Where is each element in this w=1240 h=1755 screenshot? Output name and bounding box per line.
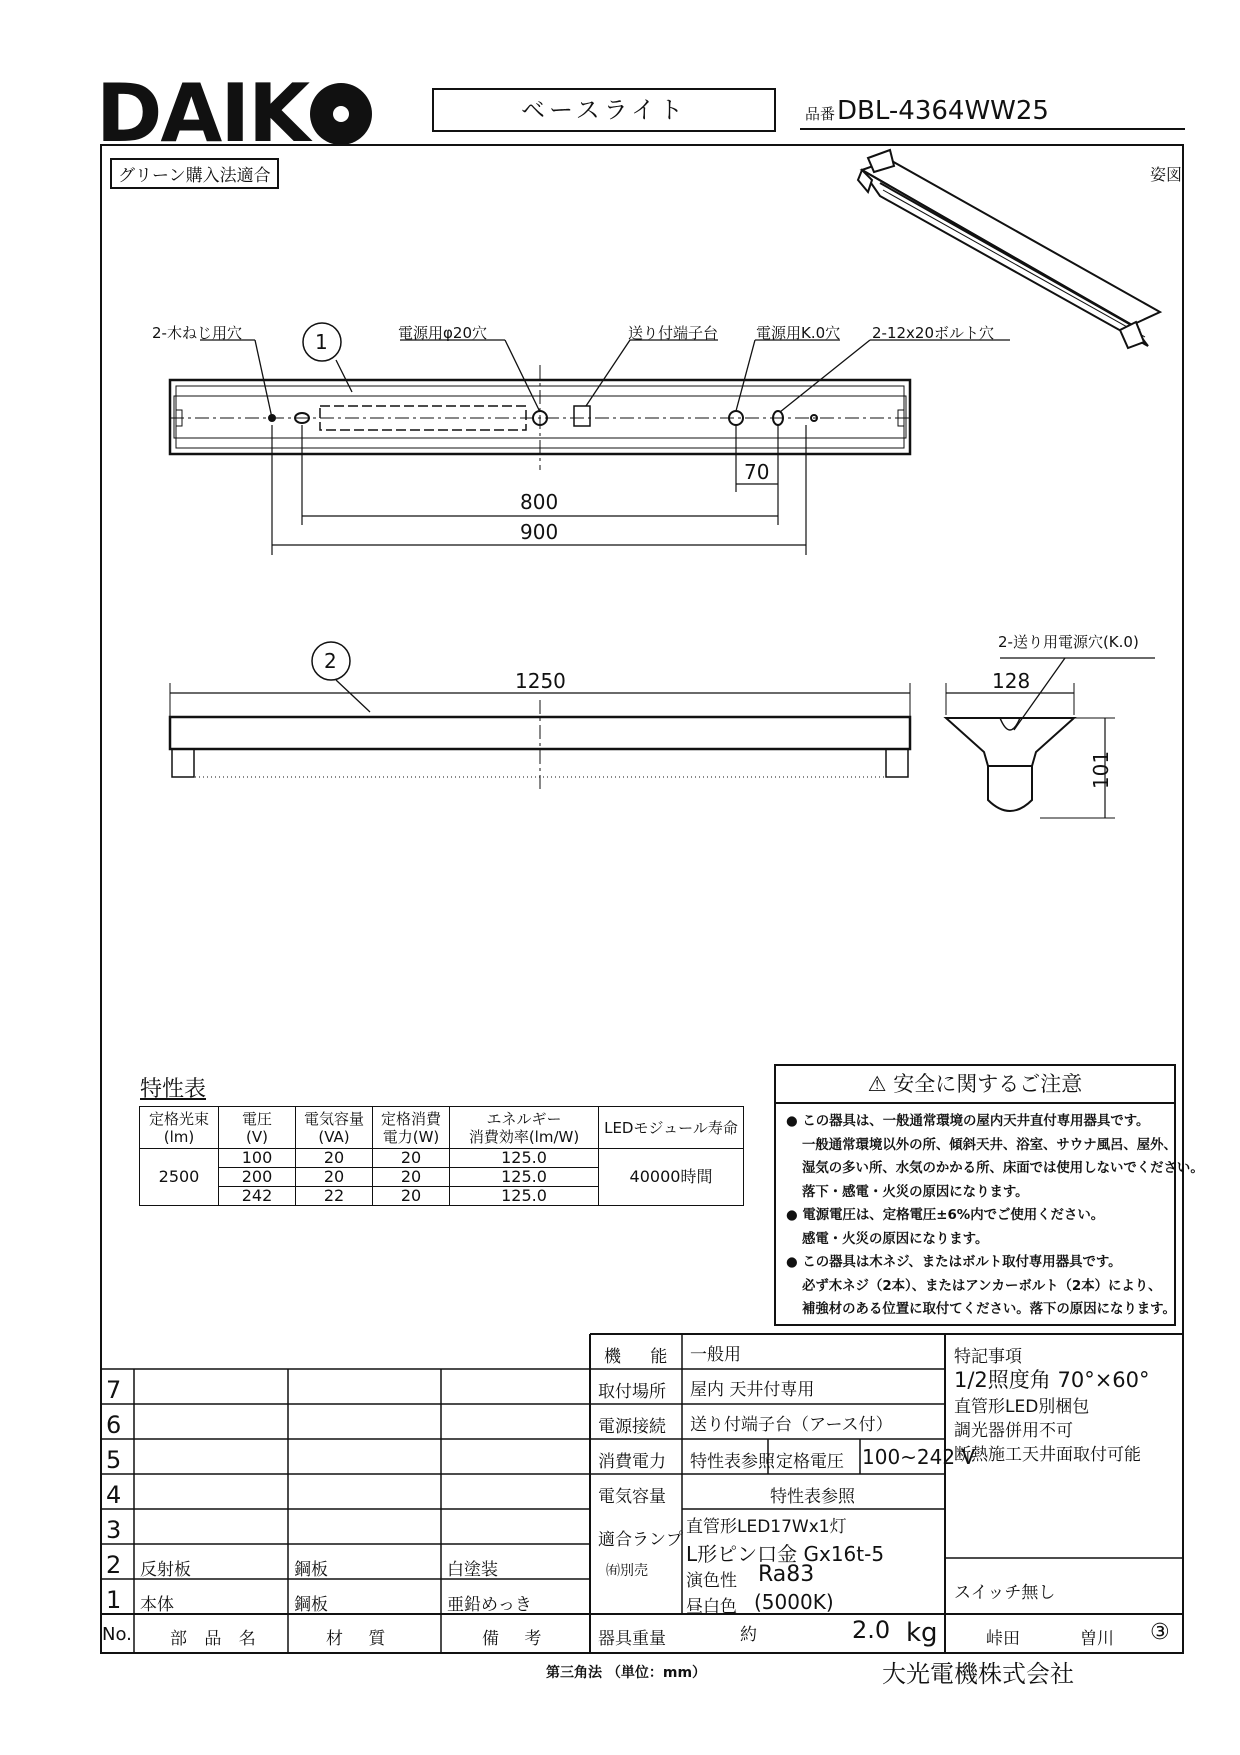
parts-no: 4	[106, 1481, 122, 1509]
spec-header-va: 電気容量 (VA)	[296, 1107, 373, 1149]
weight-value: 2.0	[852, 1616, 891, 1644]
notes-line: 直管形LED別梱包	[954, 1397, 1090, 1417]
signature-1: 峠田	[986, 1629, 1020, 1649]
label-k0-hole: 電源用K.0穴	[756, 324, 841, 342]
notes-title: 特記事項	[954, 1347, 1022, 1367]
parts-head-no: No.	[102, 1624, 132, 1645]
dim-1250: 1250	[515, 669, 566, 693]
power-value: 特性表参照	[690, 1452, 775, 1472]
parts-no: 1	[106, 1586, 122, 1614]
green-purchase-badge: グリーン購入法適合	[110, 158, 279, 189]
spec-header-watt: 定格消費 電力(W)	[373, 1107, 450, 1149]
parts-name: 反射板	[140, 1560, 191, 1580]
signature-2: 曽川	[1080, 1629, 1114, 1649]
lamp-line2: L形ピン口金 Gx16t-5	[686, 1542, 885, 1566]
callout-1: 1	[315, 330, 328, 354]
weight-label: 器具重量	[598, 1629, 666, 1649]
label-wood-screw-holes: 2-木ねじ用穴	[152, 324, 242, 342]
safety-line: ● この器具は、一般通常環境の屋内天井直付専用器具です。	[786, 1114, 1150, 1129]
switch-note: スイッチ無し	[954, 1583, 1056, 1603]
func-value: 一般用	[690, 1345, 741, 1365]
perspective-label: 姿図	[1150, 165, 1183, 184]
label-bolt-holes: 2-12x20ボルト穴	[872, 324, 995, 342]
spec-eff: 125.0	[450, 1168, 599, 1187]
spec-header-life: LEDモジュール寿命	[599, 1107, 744, 1149]
parts-head-note: 備 考	[482, 1629, 552, 1649]
spec-life: 40000時間	[599, 1149, 744, 1206]
spec-w: 20	[373, 1168, 450, 1187]
parts-head-name: 部 品 名	[170, 1629, 262, 1649]
safety-title: 安全に関するご注意	[893, 1072, 1083, 1096]
lamp-line3a: 演色性	[686, 1571, 737, 1591]
lamp-line1: 直管形LED17Wx1灯	[686, 1517, 847, 1537]
callout-2: 2	[324, 649, 337, 673]
spec-w: 20	[373, 1187, 450, 1206]
parts-head-material: 材 質	[326, 1629, 396, 1649]
parts-name: 本体	[140, 1595, 174, 1615]
parts-no: 5	[106, 1446, 122, 1474]
safety-line: 一般通常環境以外の所、傾斜天井、浴室、サウナ風呂、屋外、	[802, 1137, 1177, 1153]
spec-v: 242	[219, 1187, 296, 1206]
notes-line: 調光器併用不可	[954, 1421, 1073, 1441]
spec-eff: 125.0	[450, 1187, 599, 1206]
dim-101: 101	[1089, 750, 1114, 790]
spec-va: 20	[296, 1149, 373, 1168]
parts-material: 鋼板	[294, 1560, 328, 1580]
product-type: ベースライト	[432, 88, 776, 132]
spec-header-lumen: 定格光束 (lm)	[140, 1107, 219, 1149]
label-side-holes: 2-送り用電源穴(K.0)	[998, 633, 1139, 651]
safety-line: 落下・感電・火災の原因になります。	[802, 1184, 1029, 1200]
label-power-hole: 電源用φ20穴	[398, 324, 487, 342]
spec-v: 200	[219, 1168, 296, 1187]
dim-128: 128	[992, 669, 1031, 693]
conn-label: 電源接続	[598, 1417, 666, 1437]
lamp-line4b: (5000K)	[754, 1590, 834, 1614]
parts-no: 2	[106, 1551, 122, 1579]
place-value: 屋内 天井付専用	[690, 1380, 815, 1400]
label-terminal: 送り付端子台	[628, 324, 719, 342]
part-number-label: 品番	[805, 105, 836, 123]
safety-line: 感電・火災の原因になります。	[802, 1231, 989, 1247]
projection-note: 第三角法 （単位：mm）	[546, 1665, 707, 1681]
spec-header-voltage: 電圧 (V)	[219, 1107, 296, 1149]
safety-line: 補強材のある位置に取付てください。落下の原因になります。	[802, 1302, 1176, 1317]
lamp-sold-separately: ㈲別売	[606, 1563, 648, 1579]
rated-voltage-label: 定格電圧	[776, 1452, 844, 1472]
func-label: 機 能	[604, 1347, 680, 1367]
parts-no: 6	[106, 1411, 122, 1439]
weight-approx: 約	[740, 1625, 757, 1645]
part-number-value: DBL-4364WW25	[837, 96, 1049, 126]
parts-material: 鋼板	[294, 1595, 328, 1615]
place-label: 取付場所	[598, 1382, 666, 1402]
company-name: 大光電機株式会社	[882, 1660, 1074, 1688]
parts-note: 白塗装	[447, 1560, 498, 1580]
dim-70: 70	[744, 460, 770, 484]
spec-title: 特性表	[140, 1077, 207, 1102]
parts-note: 亜鉛めっき	[447, 1595, 532, 1615]
safety-line: ● 電源電圧は、定格電圧±6%内でご使用ください。	[786, 1208, 1105, 1223]
spec-eff: 125.0	[450, 1149, 599, 1168]
notes-line: 1/2照度角 70°×60°	[954, 1368, 1150, 1392]
lamp-line4a: 昼白色	[686, 1597, 737, 1617]
notes-line: 断熱施工天井面取付可能	[954, 1445, 1141, 1465]
weight-unit: kg	[906, 1618, 938, 1648]
dim-800: 800	[520, 490, 559, 514]
safety-line: ● この器具は木ネジ、またはボルト取付専用器具です。	[786, 1255, 1122, 1270]
capacity-value: 特性表参照	[770, 1487, 855, 1507]
dim-900: 900	[520, 520, 559, 544]
lamp-line3b: Ra83	[758, 1562, 815, 1587]
warning-icon: ⚠	[867, 1072, 887, 1096]
spec-header-efficiency: エネルギー 消費効率(lm/W)	[450, 1107, 599, 1149]
rated-voltage-value: 100~242 V	[862, 1445, 976, 1469]
lamp-label: 適合ランプ	[598, 1530, 683, 1550]
power-label: 消費電力	[598, 1452, 666, 1472]
parts-no: 3	[106, 1516, 122, 1544]
safety-line: 湿気の多い所、水気のかかる所、床面では使用しないでください。	[802, 1161, 1204, 1176]
spec-v: 100	[219, 1149, 296, 1168]
conn-value: 送り付端子台（アース付）	[690, 1415, 893, 1435]
spec-va: 22	[296, 1187, 373, 1206]
capacity-label: 電気容量	[598, 1487, 666, 1507]
spec-w: 20	[373, 1149, 450, 1168]
revision-mark: ③	[1150, 1620, 1170, 1645]
brand-logo: DAIK	[96, 74, 372, 154]
parts-no: 7	[106, 1376, 122, 1404]
spec-lumen: 2500	[140, 1149, 219, 1206]
safety-line: 必ず木ネジ（2本）、またはアンカーボルト（2本）により、	[802, 1278, 1162, 1294]
spec-va: 20	[296, 1168, 373, 1187]
